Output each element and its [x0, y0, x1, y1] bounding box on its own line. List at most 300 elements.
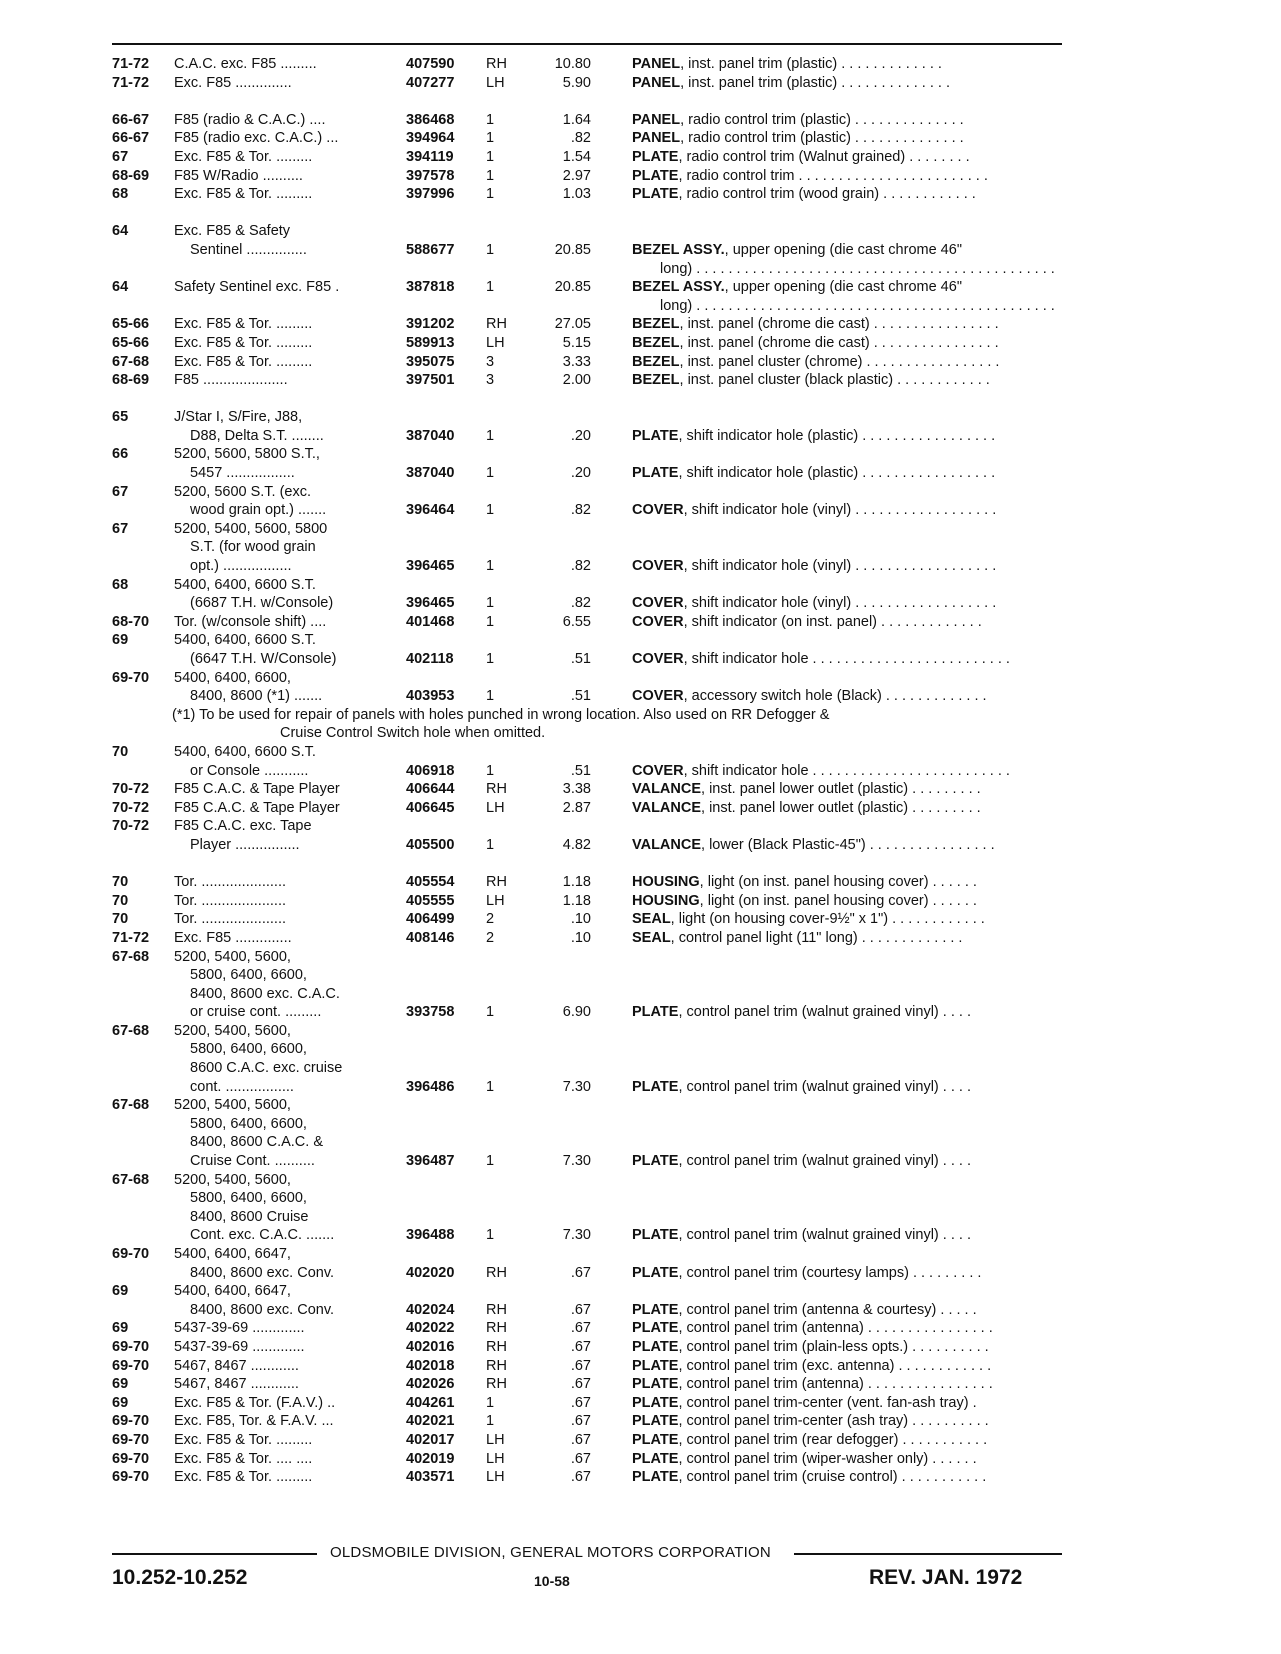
part-number: 394964 [406, 130, 455, 147]
part-row [112, 1022, 1072, 1041]
part-number: 387040 [406, 465, 455, 482]
part-name: PLATE [632, 1450, 679, 1467]
part-row [112, 167, 1072, 186]
part-detail: , shift indicator hole . . . . . . . . . . . . . . . . . . . . . . . . . [683, 762, 1010, 779]
part-name: PANEL [632, 74, 681, 91]
part-row [112, 985, 1072, 1004]
part-detail: , control panel trim (antenna) . . . . . . . . . . . . . . . . [678, 1376, 993, 1393]
application: or Console ........... [190, 762, 309, 779]
part-name: PLATE [632, 1004, 679, 1021]
part-detail: , light (on housing cover-9½" x 1") . . . . . . . . . . . . [670, 911, 985, 928]
part-row [112, 1152, 1072, 1171]
part-name: COVER [632, 762, 684, 779]
model-year: 69-70 [112, 1450, 150, 1467]
application: 5437-39-69 ............. [174, 1320, 305, 1337]
description [632, 241, 1177, 260]
model-year: 69 [112, 1376, 129, 1393]
part-name: BEZEL [632, 372, 680, 389]
part-number: 402016 [406, 1338, 455, 1355]
description [632, 873, 1177, 892]
application: 5400, 6400, 6600, [174, 669, 291, 686]
description [632, 111, 1177, 130]
model-year: 69-70 [112, 1469, 150, 1486]
part-row [112, 576, 1072, 595]
application: 5400, 6400, 6600 S.T. [174, 632, 316, 649]
model-year: 69 [112, 1320, 129, 1337]
application: 8400, 8600 exc. Conv. [190, 1301, 335, 1318]
part-number: 402017 [406, 1431, 455, 1448]
part-row [112, 613, 1072, 632]
application: (6687 T.H. w/Console) [190, 595, 334, 612]
part-row [112, 557, 1072, 576]
model-year: 70 [112, 874, 129, 891]
price: .67 [570, 1450, 591, 1467]
application: 5437-39-69 ............. [174, 1338, 305, 1355]
price: 20.85 [554, 241, 591, 258]
model-year: 70 [112, 892, 129, 909]
spacer-row [112, 390, 1072, 409]
part-row [112, 278, 1072, 297]
part-number: 396486 [406, 1078, 455, 1095]
spacer-row [112, 204, 1072, 223]
description [632, 594, 1177, 613]
price: .67 [570, 1264, 591, 1281]
part-detail: , shift indicator hole . . . . . . . . . . . . . . . . . . . . . . . . . [683, 651, 1010, 667]
part-detail: , radio control trim (plastic) . . . . . . . . . . . . . . [680, 111, 964, 128]
application: 5200, 5600 S.T. (exc. [174, 483, 312, 500]
application: Tor. ..................... [174, 911, 286, 928]
model-year: 68 [112, 186, 129, 203]
description [632, 836, 1177, 855]
part-row [112, 1264, 1072, 1283]
price: 5.15 [562, 334, 591, 351]
quantity: LH [486, 74, 505, 91]
model-year: 70 [112, 911, 129, 928]
price: .82 [570, 558, 591, 575]
description [632, 1264, 1177, 1283]
part-name: BEZEL ASSY. [632, 279, 725, 296]
part-name: BEZEL [632, 316, 680, 333]
quantity: RH [486, 1376, 507, 1393]
price: .67 [570, 1357, 591, 1374]
part-row [112, 520, 1072, 539]
price: 4.82 [562, 836, 591, 853]
part-row [112, 780, 1072, 799]
part-row [112, 1375, 1072, 1394]
part-row [112, 1357, 1072, 1376]
part-number: 393758 [406, 1004, 455, 1021]
part-detail: , inst. panel lower outlet (plastic) . . . . . . . . . [701, 799, 981, 816]
part-row [112, 1208, 1072, 1227]
description [632, 148, 1177, 167]
part-row [112, 1245, 1072, 1264]
part-row [112, 1096, 1072, 1115]
part-row [112, 241, 1072, 260]
application: or cruise cont. ......... [190, 1004, 322, 1021]
part-detail: , control panel trim (exc. antenna) . . . . . . . . . . . . [678, 1357, 992, 1374]
model-year: 67-68 [112, 1097, 150, 1114]
part-detail: , radio control trim . . . . . . . . . . . . . . . . . . . . . . . . [678, 167, 988, 184]
part-row [112, 538, 1072, 557]
price: .82 [570, 595, 591, 612]
price: 1.18 [562, 892, 591, 909]
description-continued: long) . . . . . . . . . . . . . . . . . . . . . . . . . . . . . . . . . . . . . . . . . . . . . [660, 297, 1055, 314]
part-row [112, 74, 1072, 93]
quantity: 1 [486, 1413, 495, 1430]
description [632, 1338, 1177, 1357]
part-row [112, 1394, 1072, 1413]
footnote-text: (*1) To be used for repair of panels with holes punched in wrong location. Also used on RR Defogger & [172, 706, 830, 723]
part-name: COVER [632, 558, 684, 575]
quantity: 1 [486, 427, 495, 444]
quantity: 1 [486, 148, 495, 165]
footer-rule-left [112, 1553, 317, 1555]
description [632, 1357, 1177, 1376]
description [632, 1226, 1177, 1245]
description [632, 557, 1177, 576]
quantity: 1 [486, 186, 495, 203]
model-year: 69 [112, 1283, 129, 1300]
application: Cont. exc. C.A.C. ....... [190, 1227, 335, 1244]
part-row [112, 1226, 1072, 1245]
description [632, 910, 1177, 929]
model-year: 67 [112, 483, 129, 500]
model-year: 67-68 [112, 948, 150, 965]
application: 5200, 5400, 5600, [174, 948, 291, 965]
application: 5457 ................. [190, 465, 295, 482]
description [632, 55, 1177, 74]
model-year: 69 [112, 1394, 129, 1411]
part-number: 408146 [406, 929, 455, 946]
application: Tor. ..................... [174, 874, 286, 891]
description [632, 315, 1177, 334]
quantity: LH [486, 892, 505, 909]
price: 1.54 [562, 148, 591, 165]
part-row [112, 55, 1072, 74]
quantity: LH [486, 1431, 505, 1448]
description [632, 185, 1177, 204]
model-year: 67 [112, 148, 129, 165]
part-name: BEZEL ASSY. [632, 241, 725, 258]
part-number: 387818 [406, 279, 455, 296]
application: 8400, 8600 Cruise [190, 1208, 309, 1225]
part-row [112, 948, 1072, 967]
part-row [112, 1115, 1072, 1134]
part-number: 402021 [406, 1413, 455, 1430]
part-number: 588677 [406, 241, 455, 258]
price: 3.33 [562, 353, 591, 370]
price: .82 [570, 502, 591, 519]
part-row [112, 799, 1072, 818]
footer-rule-right [794, 1553, 1062, 1555]
part-name: PLATE [632, 1431, 679, 1448]
part-name: BEZEL [632, 334, 680, 351]
application: Tor. (w/console shift) .... [174, 613, 327, 630]
part-number: 396465 [406, 558, 455, 575]
part-row [112, 1282, 1072, 1301]
part-number: 405500 [406, 836, 455, 853]
quantity: 2 [486, 911, 495, 928]
part-name: HOUSING [632, 874, 700, 891]
application: Exc. F85 & Safety [174, 223, 291, 240]
quantity: 1 [486, 130, 495, 147]
price: 20.85 [554, 279, 591, 296]
part-detail: , control panel trim-center (ash tray) . . . . . . . . . . [678, 1413, 989, 1430]
part-name: PLATE [632, 1320, 679, 1337]
part-name: PLATE [632, 1469, 679, 1486]
description [632, 371, 1177, 390]
part-row [112, 260, 1072, 279]
part-detail: , inst. panel trim (plastic) . . . . . . . . . . . . . [680, 56, 942, 72]
part-number: 406499 [406, 911, 455, 928]
price: .67 [570, 1338, 591, 1355]
application: S.T. (for wood grain [190, 539, 316, 556]
part-detail: , upper opening (die cast chrome 46" [724, 241, 962, 258]
part-number: 402022 [406, 1320, 455, 1337]
part-number: 407277 [406, 74, 455, 91]
part-number: 397578 [406, 167, 455, 184]
quantity: 1 [486, 167, 495, 184]
part-number: 396488 [406, 1227, 455, 1244]
price: .67 [570, 1413, 591, 1430]
quantity: LH [486, 799, 505, 816]
part-name: PLATE [632, 1078, 679, 1095]
quantity: 2 [486, 929, 495, 946]
application: Exc. F85 & Tor. ......... [174, 334, 313, 351]
part-row [112, 371, 1072, 390]
part-row [112, 892, 1072, 911]
model-year: 69-70 [112, 1413, 150, 1430]
model-year: 70-72 [112, 799, 150, 816]
model-year: 71-72 [112, 929, 150, 946]
part-row [112, 669, 1072, 688]
application: Safety Sentinel exc. F85 . [174, 279, 340, 296]
part-detail: , inst. panel cluster (chrome) . . . . . . . . . . . . . . . . . [679, 353, 1000, 370]
footnote-row [112, 706, 1072, 725]
application: 5467, 8467 ............ [174, 1357, 299, 1374]
part-detail: , light (on inst. panel housing cover) . . . . . . [699, 892, 977, 909]
part-row [112, 408, 1072, 427]
part-row [112, 1003, 1072, 1022]
part-name: HOUSING [632, 892, 700, 909]
part-number: 386468 [406, 111, 455, 128]
price: 7.30 [562, 1153, 591, 1170]
model-year: 67-68 [112, 1171, 150, 1188]
part-number: 395075 [406, 353, 455, 370]
application: Cruise Cont. .......... [190, 1153, 315, 1170]
price: 1.18 [562, 874, 591, 891]
model-year: 66 [112, 446, 129, 463]
spacer-row [112, 92, 1072, 111]
part-name: COVER [632, 502, 684, 519]
price: .10 [570, 929, 591, 946]
application: Exc. F85 & Tor. ......... [174, 1469, 313, 1486]
footer-revision: REV. JAN. 1972 [869, 1566, 1023, 1589]
part-row [112, 353, 1072, 372]
part-detail: , control panel trim (walnut grained vinyl) . . . . [678, 1004, 971, 1021]
application: 5800, 6400, 6600, [190, 1041, 307, 1058]
part-number: 397501 [406, 372, 455, 389]
price: 7.30 [562, 1078, 591, 1095]
price: 10.80 [554, 56, 591, 72]
quantity: 3 [486, 372, 495, 389]
model-year: 69-70 [112, 669, 150, 686]
part-detail: , accessory switch hole (Black) . . . . . . . . . . . . . [683, 688, 987, 705]
application: Exc. F85, Tor. & F.A.V. ... [174, 1413, 334, 1430]
price: 1.64 [562, 111, 591, 128]
part-row [112, 650, 1072, 669]
part-name: PLATE [632, 186, 679, 203]
quantity: 1 [486, 836, 495, 853]
part-name: COVER [632, 651, 684, 667]
model-year: 67-68 [112, 1022, 150, 1039]
part-row [112, 1040, 1072, 1059]
model-year: 64 [112, 279, 129, 296]
application: 5467, 8467 ............ [174, 1376, 299, 1393]
application: D88, Delta S.T. ........ [190, 427, 324, 444]
part-number: 403571 [406, 1469, 455, 1486]
model-year: 65-66 [112, 334, 150, 351]
model-year: 67 [112, 520, 129, 537]
description [632, 427, 1177, 446]
part-row [112, 445, 1072, 464]
part-row [112, 1189, 1072, 1208]
application: F85 (radio exc. C.A.C.) ... [174, 130, 339, 147]
model-year: 64 [112, 223, 129, 240]
footnote-row [112, 724, 1072, 743]
part-detail: , control panel trim (antenna) . . . . . . . . . . . . . . . . [678, 1320, 993, 1337]
price: .51 [570, 688, 591, 705]
application: 8600 C.A.C. exc. cruise [190, 1060, 343, 1077]
part-row [112, 427, 1072, 446]
part-number: 387040 [406, 427, 455, 444]
part-row [112, 185, 1072, 204]
model-year: 69-70 [112, 1246, 150, 1262]
part-row [112, 966, 1072, 985]
quantity: 1 [486, 502, 495, 519]
part-number: 402118 [406, 651, 454, 667]
price: 7.30 [562, 1227, 591, 1244]
part-number: 405554 [406, 874, 455, 891]
part-name: PLATE [632, 1301, 679, 1318]
application: 5200, 5400, 5600, 5800 [174, 520, 328, 537]
part-row [112, 464, 1072, 483]
part-detail: , shift indicator hole (vinyl) . . . . . . . . . . . . . . . . . . [683, 558, 997, 575]
model-year: 69-70 [112, 1338, 150, 1355]
quantity: RH [486, 316, 507, 333]
quantity: 1 [486, 1004, 495, 1021]
footnote-text-continued: Cruise Control Switch hole when omitted. [280, 725, 546, 742]
quantity: 1 [486, 241, 495, 258]
model-year: 70-72 [112, 781, 150, 798]
part-detail: , radio control trim (Walnut grained) . . . . . . . . [678, 148, 970, 165]
quantity: RH [486, 1301, 507, 1318]
part-name: VALANCE [632, 781, 702, 798]
application: F85 C.A.C. & Tape Player [174, 799, 340, 816]
description [632, 799, 1177, 818]
part-detail: , radio control trim (plastic) . . . . . . . . . . . . . . [680, 130, 964, 147]
description [632, 780, 1177, 799]
part-detail: , radio control trim (wood grain) . . . . . . . . . . . . [678, 186, 976, 203]
part-detail: , shift indicator hole (plastic) . . . . . . . . . . . . . . . . . [678, 427, 996, 444]
part-row [112, 929, 1072, 948]
part-number: 407590 [406, 56, 455, 72]
part-row [112, 483, 1072, 502]
price: 5.90 [562, 74, 591, 91]
part-row [112, 222, 1072, 241]
part-name: PLATE [632, 1376, 679, 1393]
description [632, 501, 1177, 520]
part-row [112, 910, 1072, 929]
application: 8400, 8600 exc. Conv. [190, 1264, 335, 1281]
part-number: 401468 [406, 613, 455, 630]
part-number: 396464 [406, 502, 455, 519]
application: 5400, 6400, 6647, [174, 1283, 291, 1300]
application: Exc. F85 & Tor. ......... [174, 148, 313, 165]
application: Exc. F85 .............. [174, 74, 292, 91]
price: 2.97 [562, 167, 591, 184]
part-row [112, 1301, 1072, 1320]
model-year: 67-68 [112, 353, 150, 370]
part-detail: , control panel trim (courtesy lamps) . . . . . . . . . [678, 1264, 982, 1281]
part-row [112, 687, 1072, 706]
description [632, 687, 1177, 706]
application: J/Star I, S/Fire, J88, [174, 409, 303, 426]
part-detail: , inst. panel (chrome die cast) . . . . . . . . . . . . . . . . [679, 316, 999, 333]
part-row [112, 1171, 1072, 1190]
price: .51 [570, 651, 591, 667]
description [632, 1375, 1177, 1394]
footer-division: OLDSMOBILE DIVISION, GENERAL MOTORS CORPORATION [330, 1544, 771, 1561]
quantity: RH [486, 1357, 507, 1374]
part-number: 394119 [406, 148, 454, 165]
application: (6647 T.H. W/Console) [190, 651, 337, 667]
part-name: PLATE [632, 1394, 679, 1411]
part-number: 397996 [406, 186, 455, 203]
part-name: PANEL [632, 56, 681, 72]
part-name: COVER [632, 688, 684, 705]
footer-page-number: 10-58 [534, 1573, 570, 1589]
quantity: 1 [486, 1153, 495, 1170]
model-year: 69-70 [112, 1357, 150, 1374]
application: F85 C.A.C. exc. Tape [174, 818, 312, 835]
quantity: 3 [486, 353, 495, 370]
part-detail: , inst. panel lower outlet (plastic) . . . . . . . . . [701, 781, 981, 798]
quantity: LH [486, 334, 505, 351]
price: .67 [570, 1469, 591, 1486]
model-year: 65 [112, 409, 129, 426]
part-name: BEZEL [632, 353, 680, 370]
price: .67 [570, 1394, 591, 1411]
parts-list [112, 55, 1072, 1487]
part-name: PLATE [632, 1264, 679, 1281]
price: .67 [570, 1376, 591, 1393]
price: .67 [570, 1301, 591, 1318]
part-row [112, 148, 1072, 167]
application: F85 ..................... [174, 372, 288, 389]
description [632, 129, 1177, 148]
application: wood grain opt.) ....... [190, 502, 327, 519]
part-row [112, 1431, 1072, 1450]
application: Exc. F85 & Tor. ......... [174, 316, 313, 333]
application: Exc. F85 .............. [174, 929, 292, 946]
model-year: 69-70 [112, 1431, 150, 1448]
part-row [112, 743, 1072, 762]
price: .10 [570, 911, 591, 928]
model-year: 70 [112, 743, 129, 760]
application: 5400, 6400, 6600 S.T. [174, 743, 316, 760]
quantity: RH [486, 56, 507, 72]
